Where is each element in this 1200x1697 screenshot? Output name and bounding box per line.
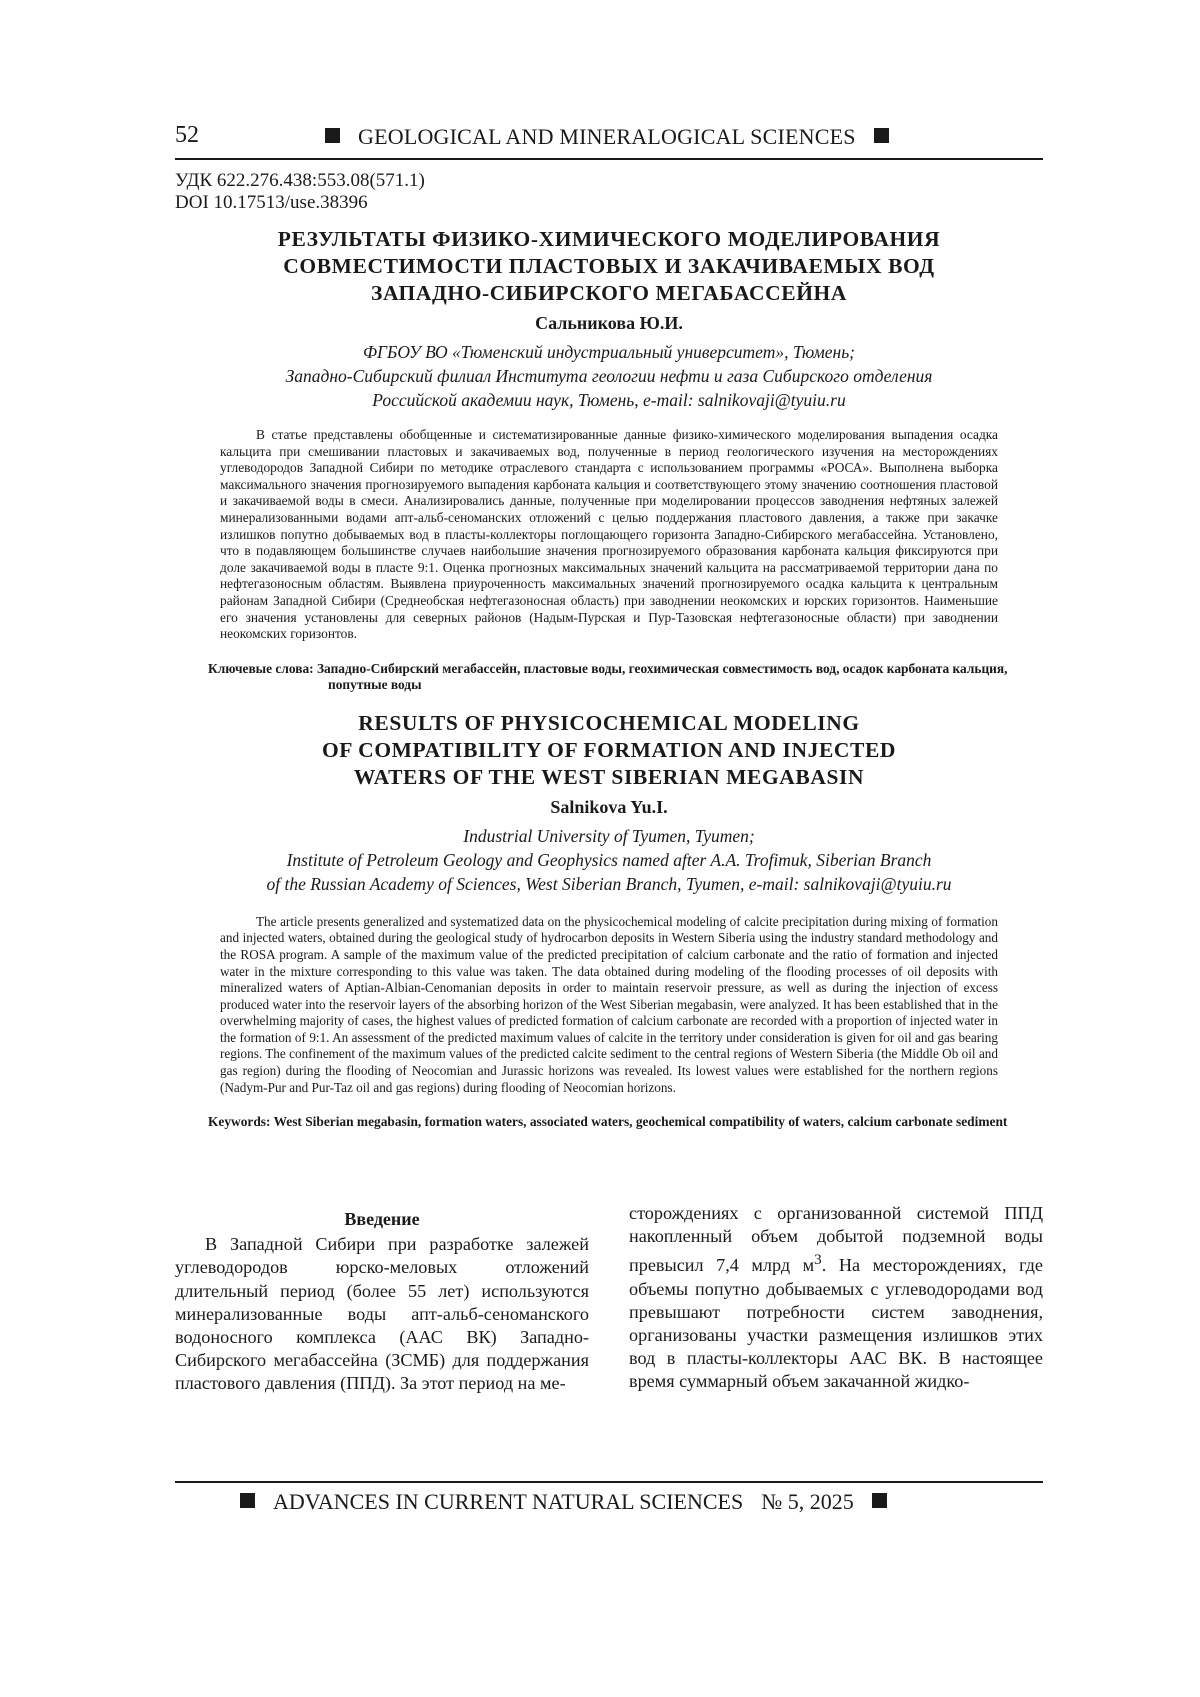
title-en bbox=[175, 710, 1043, 791]
affiliation-ru bbox=[175, 340, 1043, 412]
body-paragraph-right bbox=[629, 1202, 1043, 1394]
body-paragraph-left: В Западной Сибири при разработке залежей углеводородов юрско-меловых отложений длительный период (более 55 лет) используются минерализованные воды апт-альб-сеноманского водоносного комплекса (ААС ВК) Западно-Сибирского мегабассейна (ЗСМБ) для поддержания пластового давления (ППД). За этот период на ме- bbox=[175, 1233, 589, 1395]
body-column-left bbox=[175, 1208, 589, 1396]
journal-section-text: GEOLOGICAL AND MINERALOGICAL SCIENCES bbox=[358, 124, 856, 149]
body-column-right bbox=[629, 1202, 1043, 1394]
title-en-line: RESULTS OF PHYSICOCHEMICAL MODELING bbox=[175, 710, 1043, 737]
abstract-ru: В статье представлены обобщенные и систематизированные данные физико-химического моделирования выпадения осадка кальцита при смешивании пластовых и закачиваемых вод, полученные в период геологического изучения на месторождениях углеводородов Западной Сибири по методике отраслевого стандарта с использованием программы «РОСА». Выполнена выборка максимального значения прогнозируемого выпадения карбоната кальция и соответствующего этому значению соотношения пластовой и закачиваемой воды в смеси. Анализировались данные, полученные при моделировании процессов заводнения нефтяных залежей минерализованными водами апт-альб-сеноманских отложений с целью поддержания пластового давления, а также при закачке излишков попутно добываемых вод в пласты-коллекторы поглощающего горизонта Западно-Сибирского мегабассейна. Установлено, что в подавляющем большинстве случаев наибольшие значения прогнозируемого образования карбоната кальция фиксируются при доле закачиваемой воды в пласте 9:1. Оценка прогнозных максимальных значений кальцита на рассматриваемой территории дана по нефтегазоносным областям. Выявлена приуроченность максимальных значений прогнозируемого осадка кальцита к центральным районам Западной Сибири (Среднеобская нефтегазоносная область) при заводнении неокомских и юрских горизонтов. Наименьшие его значения установлены для северных районов (Надым-Пурская и Пур-Тазовская нефтегазоносные области) при заводнении неокомских горизонтов. bbox=[220, 427, 998, 643]
author-ru: Сальникова Ю.И. bbox=[175, 313, 1043, 334]
body-columns bbox=[175, 1208, 1043, 1433]
affiliation-ru-line: ФГБОУ ВО «Тюменский индустриальный университет», Тюмень; bbox=[175, 340, 1043, 364]
page-number: 52 bbox=[175, 122, 199, 149]
affiliation-en-line: of the Russian Academy of Sciences, West Siberian Branch, Tyumen, e-mail: salnikovaji@tyuiu.ru bbox=[175, 872, 1043, 896]
title-ru bbox=[175, 226, 1043, 307]
title-en-line: OF COMPATIBILITY OF FORMATION AND INJECTED bbox=[175, 737, 1043, 764]
keywords-en-text: West Siberian megabasin, formation waters, associated waters, geochemical compatibility of waters, calcium carbonate sediment bbox=[274, 1114, 1008, 1129]
abstract-en: The article presents generalized and systematized data on the physicochemical modeling of calcite precipitation during mixing of formation and injected waters, obtained during the geological study of hydrocarbon deposits in Western Siberia using the industry standard methodology and the ROSA program. A sample of the maximum value of the predicted precipitation of calcium carbonate and the ratio of formation and injected water in the mixture corresponding to this value was taken. The data obtained during modeling of the flooding processes of oil deposits with mineralized waters of Aptian-Albian-Cenomanian deposits in order to maintain reservoir pressure, as well as during the injection of excess produced water into the reservoir layers of the absorbing horizon of the West Siberian megabasin, were analyzed. It has been established that in the overwhelming majority of cases, the highest values of predicted formation of calcium carbonate are recorded with a proportion of injected water in the formation of 9:1. An assessment of the predicted maximum values of calcite in the territory under consideration is given for oil and gas bearing regions. The confinement of the maximum values of the predicted calcite sediment to the central regions of Western Siberia (the Middle Ob oil and gas region) during the flooding of Neocomian and Jurassic horizons was revealed. Its lowest values were established for the northern regions (Nadym-Pur and Pur-Taz oil and gas regions) during flooding of Neocomian horizons. bbox=[220, 914, 998, 1097]
square-bullet-icon bbox=[240, 1493, 255, 1508]
title-ru-line: РЕЗУЛЬТАТЫ ФИЗИКО-ХИМИЧЕСКОГО МОДЕЛИРОВАНИЯ bbox=[175, 226, 1043, 253]
doi-code: DOI 10.17513/use.38396 bbox=[175, 192, 1043, 214]
title-en-line: WATERS OF THE WEST SIBERIAN MEGABASIN bbox=[175, 764, 1043, 791]
affiliation-ru-line: Западно-Сибирский филиал Института геологии нефти и газа Сибирского отделения bbox=[175, 364, 1043, 388]
affiliation-en-line: Institute of Petroleum Geology and Geophysics named after A.A. Trofimuk, Siberian Branch bbox=[175, 848, 1043, 872]
footer-issue: № 5, 2025 bbox=[761, 1489, 854, 1514]
author-en: Salnikova Yu.I. bbox=[175, 797, 1043, 818]
title-ru-line: ЗАПАДНО-СИБИРСКОГО МЕГАБАССЕЙНА bbox=[175, 280, 1043, 307]
keywords-en bbox=[208, 1114, 1043, 1131]
square-bullet-icon bbox=[874, 128, 889, 143]
section-heading-introduction: Введение bbox=[175, 1208, 589, 1231]
footer-journal bbox=[240, 1489, 887, 1515]
keywords-en-label: Keywords: bbox=[208, 1114, 270, 1129]
square-bullet-icon bbox=[872, 1493, 887, 1508]
journal-section-title bbox=[325, 124, 889, 150]
keywords-ru bbox=[208, 661, 1033, 694]
body-text-after-superscript: . На месторождениях, где объемы попутно добываемых с углеводородами вод превышают потребности систем заводнения, организованы участки размещения излишков этих вод в пласты-коллекторы ААС ВК. В настоящее время суммарный объем закачанной жидко- bbox=[629, 1255, 1043, 1391]
page-header bbox=[175, 118, 1043, 160]
superscript-cubic: 3 bbox=[814, 1251, 822, 1268]
title-ru-line: СОВМЕСТИМОСТИ ПЛАСТОВЫХ И ЗАКАЧИВАЕМЫХ ВОД bbox=[175, 253, 1043, 280]
article-identifiers bbox=[175, 170, 1043, 214]
page-footer bbox=[175, 1481, 1043, 1523]
square-bullet-icon bbox=[325, 128, 340, 143]
affiliation-ru-line: Российской академии наук, Тюмень, e-mail: salnikovaji@tyuiu.ru bbox=[175, 388, 1043, 412]
udk-code: УДК 622.276.438:553.08(571.1) bbox=[175, 170, 1043, 192]
article-page bbox=[175, 118, 1043, 1131]
affiliation-en-line: Industrial University of Tyumen, Tyumen; bbox=[175, 824, 1043, 848]
keywords-ru-label: Ключевые слова: bbox=[208, 661, 314, 676]
body-text-before-superscript: сторождениях с организованной системой ППД накопленный объем добытой подземной воды превысил 7,4 млрд м bbox=[629, 1203, 1043, 1275]
affiliation-en bbox=[175, 824, 1043, 896]
keywords-ru-text: Западно-Сибирский мегабассейн, пластовые воды, геохимическая совместимость вод, осадок карбоната кальция, попутные воды bbox=[317, 661, 1007, 693]
footer-journal-name: ADVANCES IN CURRENT NATURAL SCIENCES bbox=[273, 1489, 743, 1514]
